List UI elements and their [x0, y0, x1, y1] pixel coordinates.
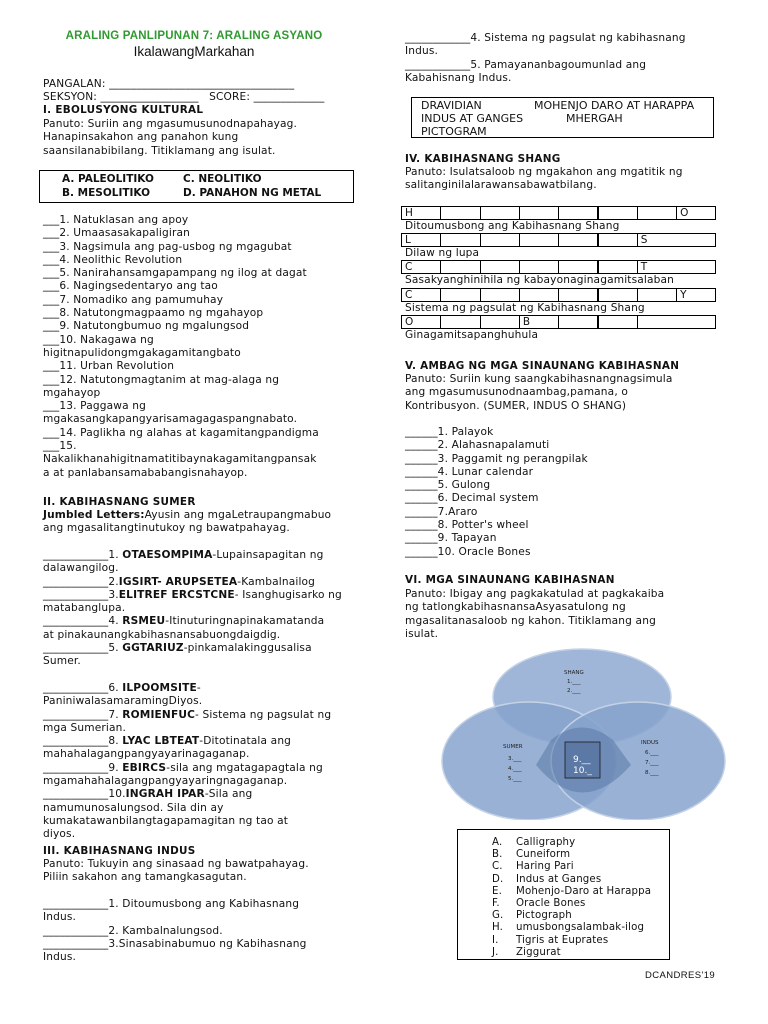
jumbled-word: RSMEU [122, 615, 166, 628]
choice-text: Haring Pari [516, 861, 574, 873]
section-2-heading: II. KABIHASNANG SUMER [43, 496, 196, 508]
page-subtitle: IkalawangMarkahan [133, 44, 255, 59]
clue-text: -pinkamalakinggusalisa [183, 642, 312, 655]
letter-cell[interactable] [440, 233, 480, 247]
section-3-items [43, 898, 306, 964]
letter-cell[interactable] [676, 288, 716, 302]
question-line: ______8. Potter's wheel [405, 519, 529, 532]
jumbled-word: ROMIENFUC [122, 708, 196, 721]
instruction-line: Panuto: Suriin ang mgasumusunodnapahayag. [43, 118, 298, 130]
question-line: Indus. [405, 45, 439, 58]
section-5-instructions [405, 373, 673, 413]
clue-text: - [196, 681, 201, 694]
question-line [43, 602, 342, 615]
question-line [43, 615, 342, 628]
letter-cell[interactable] [637, 206, 677, 220]
question-line [43, 589, 342, 602]
question-line [43, 815, 342, 828]
shang-word-grid [401, 206, 716, 366]
choice-dravidian: DRAVIDIAN [421, 99, 482, 112]
section-3-items-continued [405, 32, 686, 85]
answer-blank: ____________6. [43, 681, 123, 694]
choice-letter: F. [492, 898, 500, 910]
question-line: ______1. Palayok [405, 426, 494, 438]
letter-cell[interactable] [480, 288, 520, 302]
choice-item [492, 874, 651, 886]
clue-text: Dilaw ng lupa [405, 247, 480, 260]
jumbled-word: INGRAH IPAR [125, 788, 205, 801]
shang-item-2: 2.___ [567, 688, 581, 694]
jumbled-word: ILPOOMSITE [122, 681, 197, 694]
choice-indus-ganges: INDUS AT GANGES [421, 112, 524, 125]
indus-item-8: 8.___ [645, 770, 659, 776]
question-line: Kabahisnang Indus. [405, 71, 512, 84]
letter-cell[interactable] [558, 206, 598, 220]
section-2-items [43, 549, 342, 842]
choice-letter: B. [492, 849, 503, 861]
letter-cell[interactable] [519, 288, 559, 302]
choice-mohenjo: MOHENJO DARO AT HARAPPA [534, 99, 695, 112]
question-line [43, 735, 342, 748]
question-line: ___6. Nagingsedentaryo ang tao [43, 280, 218, 293]
instruction-line: mgasalitanasaloob ng kahon. Titiklamang ang [405, 614, 656, 627]
section-4-heading: IV. KABIHASNANG SHANG [405, 153, 561, 165]
question-line: mgahayop [43, 386, 101, 399]
section-score-field[interactable]: SEKSYON: __________________ SCORE: _____________ [43, 91, 325, 103]
question-line [43, 748, 342, 761]
choice-b: B. MESOLITIKO [62, 187, 151, 199]
choice-text: Oracle Bones [516, 898, 586, 910]
section-5-heading: V. AMBAG NG MGA SINAUNANG KABIHASNAN [405, 360, 680, 372]
answer-blank: at pinakaunangkabihasnansabuongdaigdig. [43, 628, 281, 641]
given-letter: O [680, 207, 689, 219]
question-line: Nakalikhanahigitnamatitibaynakagamitangpansak [43, 453, 317, 466]
question-line: ____________3.Sinasabinabumuo ng Kabihasnang [43, 937, 307, 950]
sumer-item-4: 4.___ [508, 766, 522, 772]
answer-blank: diyos. [43, 828, 76, 841]
letter-cell[interactable] [401, 315, 441, 329]
letter-cell[interactable] [637, 315, 716, 329]
letter-cell[interactable] [676, 206, 716, 220]
instruction-line: Panuto: Suriin kung saangkabihasnangnagsimula [405, 373, 673, 385]
choice-item [492, 886, 651, 898]
question-line: ___7. Nomadiko ang pamumuhay [43, 293, 224, 306]
letter-cell[interactable] [519, 233, 559, 247]
answer-blank: ____________3. [43, 588, 119, 601]
section-5-items [405, 426, 588, 559]
question-line: Indus. [43, 951, 77, 964]
letter-cell[interactable] [598, 315, 638, 329]
question-line: ______9. Tapayan [405, 532, 497, 545]
indus-choices-box [411, 97, 714, 138]
clue-text: - Sistema ng pagsulat ng [195, 708, 332, 721]
letter-cell[interactable] [598, 288, 638, 302]
letter-cell[interactable] [519, 315, 559, 329]
letter-cell[interactable] [637, 260, 716, 274]
given-letter: O [405, 315, 414, 328]
answer-blank: Sumer. [43, 655, 81, 668]
letter-cell[interactable] [637, 288, 677, 302]
clue-text: Ginagamitsapanghuhula [405, 328, 539, 341]
question-line: ____________4. Sistema ng pagsulat ng kabihasnang [405, 32, 686, 44]
question-line: ___14. Paglikha ng alahas at kagamitangpandigma [43, 426, 319, 439]
letter-cell[interactable] [480, 233, 520, 247]
clue-text: Sistema ng pagsulat ng Kabihasnang Shang [405, 301, 645, 314]
choice-item [492, 849, 651, 861]
letter-cell[interactable] [480, 315, 520, 329]
choice-text: Mohenjo-Daro at Harappa [516, 885, 652, 897]
letter-cell[interactable] [598, 206, 638, 220]
question-line [43, 775, 342, 788]
answer-blank: dalawangilog. [43, 562, 119, 575]
civilization-choices-box [457, 829, 670, 960]
choice-item [492, 837, 651, 849]
clue-text: -Kambalnailog [237, 575, 316, 588]
choice-item [492, 947, 651, 959]
choice-a: A. PALEOLITIKO [62, 173, 154, 185]
choice-text: umusbongsalambak-ilog [516, 922, 645, 934]
choice-letter: J. [492, 946, 499, 958]
indus-item-7: 7.___ [645, 760, 659, 766]
question-line [43, 629, 342, 642]
answer-blank: ____________9. [43, 761, 123, 774]
letter-cell[interactable] [598, 233, 638, 247]
question-line: ______6. Decimal system [405, 492, 539, 505]
section-1-items [43, 214, 319, 480]
clue-text: Ditoumusbong ang Kabihasnang Shang [405, 220, 620, 232]
name-field[interactable]: PANGALAN: __________________________________ [43, 78, 295, 90]
instruction-line: Panuto: Tukuyin ang sinasaad ng bawatpahayag. [43, 858, 309, 870]
given-letter: L [405, 234, 411, 247]
indus-item-6: 6.___ [645, 750, 659, 756]
sumer-item-5: 5.___ [508, 776, 522, 782]
section-4-instructions [405, 166, 683, 193]
jumbled-word: EBIRCS [122, 761, 167, 774]
question-line [43, 802, 342, 815]
page-title: ARALING PANLIPUNAN 7: ARALING ASYANO [65, 30, 323, 42]
choice-text: Calligraphy [516, 837, 576, 848]
clue-text: -sila ang mgatagapagtala ng [166, 761, 323, 774]
question-line: ______4. Lunar calendar [405, 465, 534, 478]
answer-blank: ____________4. [43, 615, 123, 628]
instruction-line: ang mgasumusunodnaambag,pamana, o [405, 386, 628, 399]
question-line: ___8. Natutongmagpaamo ng mgahayop [43, 307, 264, 320]
letter-cell[interactable] [401, 233, 441, 247]
given-letter: Y [680, 288, 687, 301]
question-line: mgakasangkapangyarisamagagaspangnabato. [43, 413, 298, 426]
letter-cell[interactable] [558, 260, 598, 274]
choice-letter: G. [492, 910, 504, 922]
choice-text: Indus at Ganges [516, 873, 602, 885]
clue-text: -Sila ang [204, 788, 253, 801]
section-3-instructions [43, 858, 309, 885]
letter-cell[interactable] [480, 260, 520, 274]
sumer-label: SUMER [503, 744, 523, 750]
question-line [43, 828, 342, 841]
letter-cell[interactable] [401, 206, 441, 220]
choice-letter: H. [492, 922, 504, 934]
choice-text: Pictograph [516, 910, 572, 922]
letter-cell[interactable] [637, 233, 716, 247]
question-line: ______5. Gulong [405, 479, 491, 492]
question-line [43, 562, 342, 575]
section-1-instructions [43, 118, 297, 158]
letter-cell[interactable] [558, 233, 598, 247]
question-line [43, 655, 342, 668]
question-line: ___9. Natutongbumuo ng mgalungsod [43, 320, 250, 333]
letter-cell[interactable] [519, 206, 559, 220]
given-letter: B [522, 315, 531, 328]
letter-cell[interactable] [440, 206, 480, 220]
era-choices-box [39, 170, 354, 203]
choice-letter: A. [492, 837, 503, 848]
instruction-line: Panuto: Ibigay ang pagkakatulad at pagkakaiba [405, 588, 665, 600]
instruction-line: saansilanabibilang. Titiklamang ang isulat. [43, 144, 276, 157]
question-line: ____________2. Kambalnalungsod. [43, 924, 223, 937]
question-line [43, 722, 342, 735]
choice-item [492, 861, 651, 873]
answer-blank: mahahalagangpangyayarinagaganap. [43, 748, 250, 761]
clue-text: Sasakyanghinihila ng kabayonaginagamitsalaban [405, 274, 675, 287]
question-line: ______3. Paggamit ng perangpilak [405, 452, 588, 465]
choice-item [492, 910, 651, 922]
instruction-line: salitanginilalarawansabawatbilang. [405, 179, 597, 192]
choice-pictogram: PICTOGRAM [421, 125, 487, 138]
letter-cell[interactable] [519, 260, 559, 274]
question-line: ___3. Nagsimula ang pag-usbog ng mgagubat [43, 240, 292, 253]
choice-letter: E. [492, 885, 502, 897]
choice-text: Tigris at Euprates [516, 934, 609, 946]
choice-item [492, 898, 651, 910]
answer-blank: ____________5. [43, 642, 123, 655]
clue-text: -Lupainsapagitan ng [212, 549, 324, 561]
sumer-item-3: 3.___ [508, 756, 522, 762]
section-2-instructions [43, 509, 331, 522]
jumbled-word: GGTARIUZ [122, 642, 184, 655]
choice-text: Ziggurat [516, 946, 561, 958]
question-line [43, 682, 342, 695]
given-letter: H [405, 207, 413, 219]
question-line: ______2. Alahasnapalamuti [405, 439, 550, 452]
letter-cell[interactable] [401, 260, 441, 274]
answer-blank: mgamahahalagangpangyayaringnagaganap. [43, 775, 288, 788]
choice-letter: D. [492, 873, 504, 885]
instruction-line: ang mgasalitangtinutukoy ng bawatpahayag. [43, 522, 290, 534]
answer-blank: kumakatawanbilangtagapamagitan ng tao at [43, 814, 289, 827]
question-line [43, 669, 342, 682]
section-1-heading: I. EBOLUSYONG KULTURAL [43, 104, 204, 116]
shang-item-1: 1.___ [567, 679, 581, 685]
question-line: ___12. Natutongmagtanim at mag-alaga ng [43, 373, 280, 386]
choice-d: D. PANAHON NG METAL [183, 187, 322, 199]
letter-cell[interactable] [401, 288, 441, 302]
question-line: ____________1. Ditoumusbong ang Kabihasnang [43, 898, 300, 910]
question-line: ___1. Natuklasan ang apoy [43, 214, 189, 226]
choice-letter: I. [492, 934, 499, 946]
choice-text: Cuneiform [516, 849, 571, 861]
answer-blank: ____________10. [43, 788, 126, 801]
answer-blank: PaniniwalasamaramingDiyos. [43, 695, 203, 708]
question-line: ___2. Umaasasakapaligiran [43, 227, 190, 240]
instruction-line: Kontribusyon. (SUMER, INDUS O SHANG) [405, 399, 627, 412]
question-line: ___5. Nanirahansamgapampang ng ilog at dagat [43, 267, 307, 280]
instruction-line: Piliin sakahon ang tamangkasagutan. [43, 871, 247, 884]
clue-text: -Ditotinatala ang [199, 735, 292, 748]
question-line: ___13. Paggawa ng [43, 400, 146, 413]
question-line [43, 709, 342, 722]
answer-blank: ____________8. [43, 735, 123, 748]
answer-blank: mga Sumerian. [43, 721, 127, 734]
question-line [43, 642, 342, 655]
instruction-line: Hanapinsakahon ang panahon kung [43, 131, 239, 144]
question-line [43, 576, 342, 589]
section-6-heading: VI. MGA SINAUNANG KABIHASNAN [405, 574, 615, 586]
question-line: ___10. Nakagawa ng [43, 333, 154, 346]
answer-blank: ____________1. [43, 549, 123, 561]
answer-blank: matabanglupa. [43, 602, 126, 615]
letter-cell[interactable] [440, 260, 480, 274]
question-line [43, 695, 342, 708]
footer-credit: DCANDRES'19 [645, 970, 716, 981]
shang-label: SHANG [564, 670, 584, 676]
answer-blank: ____________7. [43, 708, 123, 721]
given-letter: C [405, 288, 413, 301]
jumbled-word: ELITREF ERCSTCNE [118, 588, 235, 601]
letter-cell[interactable] [558, 288, 598, 302]
answer-blank: namumunosalungsod. Sila din ay [43, 801, 224, 814]
section-6-instructions [405, 588, 664, 641]
question-line: ____________5. Pamayananbagoumunlad ang [405, 58, 647, 71]
given-letter: C [405, 261, 413, 274]
clue-text: - Isanghugisarko ng [234, 588, 342, 601]
question-line: Indus. [43, 911, 77, 924]
jumbled-word: OTAESOMPIMA [122, 549, 213, 561]
jumbled-word: IGSIRT- ARUPSETEA [118, 575, 238, 588]
instruction-text: Ayusin ang mgaLetraupangmabuo [144, 509, 332, 521]
clue-text: -Itinuturingnapinakamatanda [165, 615, 325, 628]
indus-label: INDUS [641, 740, 659, 746]
question-line [43, 549, 342, 562]
instruction-line: Panuto: Isulatsaloob ng mgakahon ang mgatitik ng [405, 166, 683, 178]
instruction-line: ng tatlongkabihasnansaAsyasatulong ng [405, 601, 626, 614]
center-item-10: 10._ [573, 766, 592, 776]
question-line: ___15. [43, 440, 77, 453]
letter-cell[interactable] [558, 315, 598, 329]
letter-cell[interactable] [440, 288, 480, 302]
jumbled-label: Jumbled Letters: [43, 509, 145, 521]
choice-mhergah: MHERGAH [566, 112, 623, 125]
section-3-heading: III. KABIHASNANG INDUS [43, 845, 196, 857]
question-line: ___11. Urban Revolution [43, 360, 175, 373]
given-letter: T [640, 261, 648, 274]
question-line: ___4. Neolithic Revolution [43, 253, 183, 266]
letter-cell[interactable] [598, 260, 638, 274]
jumbled-word: LYAC LBTEAT [122, 735, 200, 748]
answer-blank: ____________2. [43, 575, 119, 588]
center-item-9: 9.__ [573, 755, 591, 765]
given-letter: S [640, 234, 648, 247]
choice-item [492, 922, 651, 934]
question-line [43, 762, 342, 775]
question-line: a at panlabansamababangisnahayop. [43, 466, 248, 479]
instruction-line: isulat. [405, 627, 439, 640]
question-line [43, 788, 342, 801]
choice-c: C. NEOLITIKO [183, 173, 262, 185]
question-line: higitnapulidongmgakagamitangbato [43, 346, 241, 359]
question-line: ______7.Araro [405, 505, 478, 518]
choice-letter: C. [492, 861, 503, 873]
question-line: ______10. Oracle Bones [405, 545, 531, 558]
choice-list [492, 837, 651, 959]
letter-cell[interactable] [480, 206, 520, 220]
choice-item [492, 935, 651, 947]
letter-cell[interactable] [440, 315, 480, 329]
